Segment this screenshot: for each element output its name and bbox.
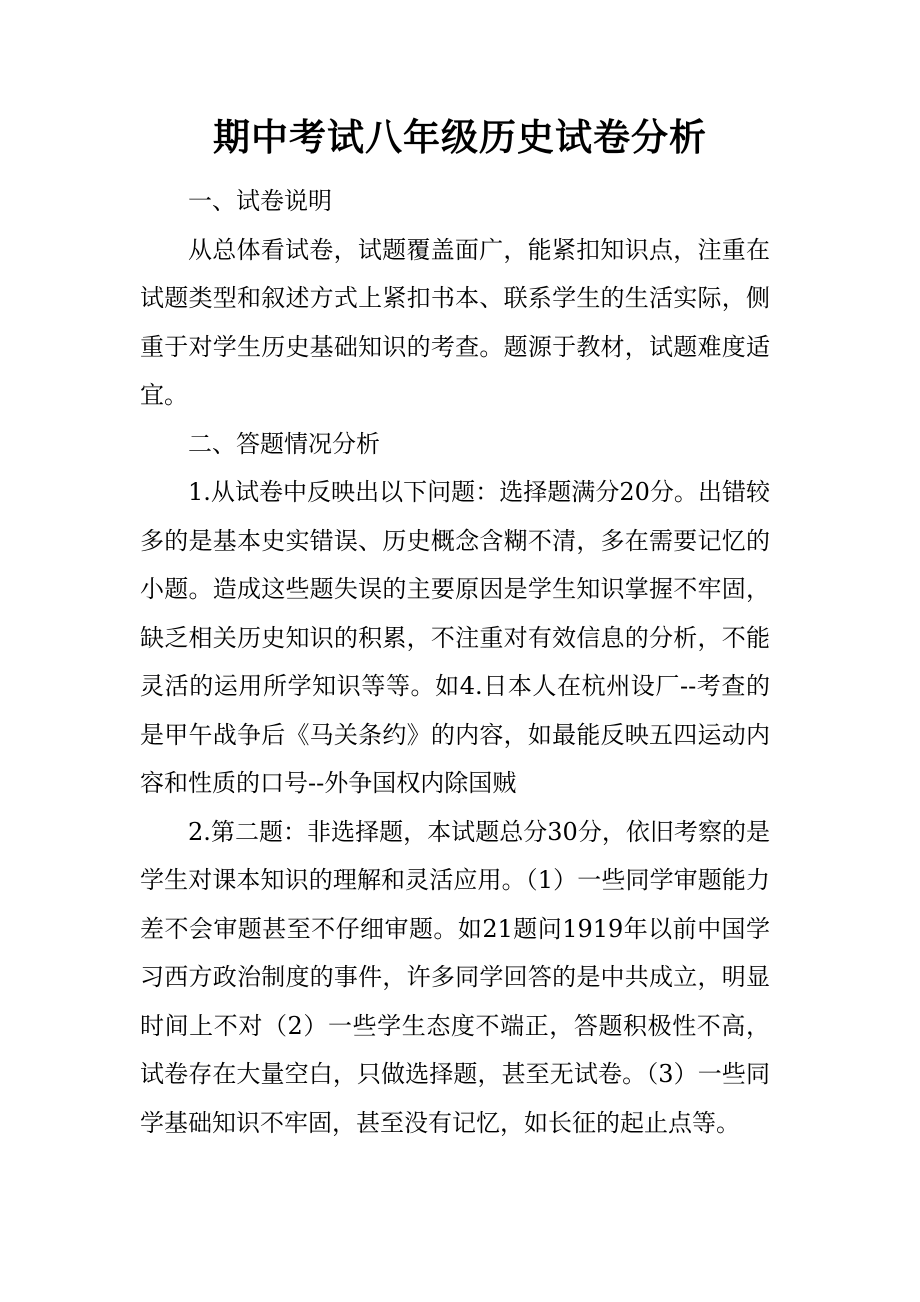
document-title: 期中考试八年级历史试卷分析 bbox=[213, 115, 707, 159]
section-heading-answer-analysis: 二、答题情况分析 bbox=[188, 429, 380, 458]
paragraph-non-choice-analysis: 2.第二题：非选择题，本试题总分30分，依旧考察的是学生对课本知识的理解和灵活应用。（1）一些同学审题能力差不会审题甚至不仔细审题。如21题问1919年以前中国学习西方政治制度的事件，许多同学回答的是中共成立，明显时间上不对（2）一些学生态度不端正，答题积极性不高，试卷存在大量空白，只做选择题，甚至无试卷。（3）一些同学基础知识不牢固，甚至没有记忆，如长征的起止点等。 bbox=[140, 817, 770, 1137]
paragraph-exam-overview: 从总体看试卷，试题覆盖面广，能紧扣知识点，注重在试题类型和叙述方式上紧扣书本、联系学生的生活实际，侧重于对学生历史基础知识的考查。题源于教材，试题难度适宜。 bbox=[140, 235, 770, 409]
paragraph-multiple-choice-analysis: 1.从试卷中反映出以下问题：选择题满分20分。出错较多的是基本史实错误、历史概念含糊不清，多在需要记忆的小题。造成这些题失误的主要原因是学生知识掌握不牢固，缺乏相关历史知识的积累，不注重对有效信息的分析，不能灵活的运用所学知识等等。如4.日本人在杭州设厂--考查的是甲午战争后《马关条约》的内容，如最能反映五四运动内容和性质的口号--外争国权内除国贼 bbox=[140, 478, 770, 797]
document-body bbox=[140, 177, 770, 1147]
section-heading-exam-description: 一、试卷说明 bbox=[188, 187, 332, 215]
